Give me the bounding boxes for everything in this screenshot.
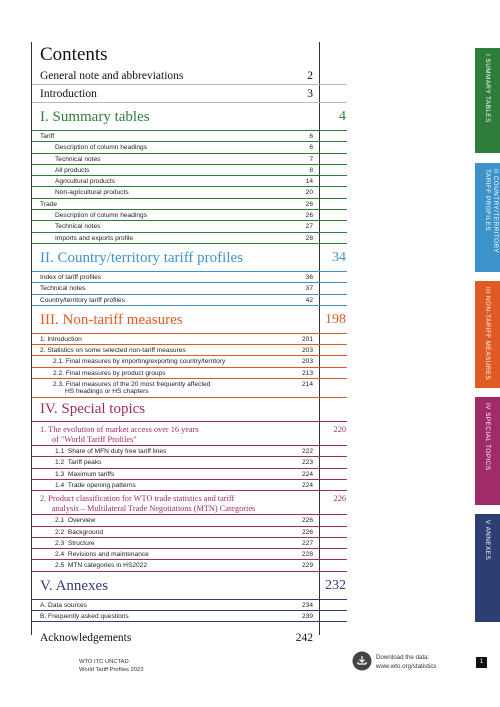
section-heading-country-profiles[interactable]: [32, 244, 347, 272]
toc-entry-page: 223: [301, 459, 313, 467]
toc-entry[interactable]: [32, 549, 347, 560]
toc-entry-page: 26: [305, 212, 313, 220]
toc-entry-label: All products: [55, 166, 90, 174]
toc-entry-page: 229: [301, 562, 313, 570]
section-title: III. Non-tariff measures: [40, 311, 183, 328]
section-page: 198: [325, 311, 346, 327]
toc-entry-page: 242: [295, 632, 313, 645]
toc-entry-label: Acknowledgements: [40, 632, 132, 645]
toc-entry-page: 201: [301, 335, 313, 343]
toc-entry-label: 2.2 Background: [55, 528, 104, 536]
toc-entry-page: 7: [309, 155, 313, 163]
toc-entry-page: 226: [301, 517, 313, 525]
toc-entry[interactable]: [32, 356, 347, 367]
toc-entry-label: Introduction: [40, 88, 97, 100]
toc-entry[interactable]: [32, 345, 347, 356]
toc-entry-page: 8: [309, 166, 313, 174]
side-tab-non-tariff-measures[interactable]: [475, 281, 500, 388]
side-tab-country-profiles[interactable]: [475, 163, 500, 272]
toc-entry[interactable]: [32, 538, 347, 549]
download-url[interactable]: www.wto.org/statistics: [376, 662, 437, 670]
toc-entry[interactable]: [32, 457, 347, 468]
toc-entry[interactable]: [32, 187, 347, 198]
toc-entry-page: 28: [305, 234, 313, 242]
toc-entry-page: 234: [301, 601, 313, 609]
section-title: V. Annexes: [40, 577, 109, 594]
toc-entry-page: 214: [301, 381, 313, 389]
side-tab-special-topics[interactable]: [475, 397, 500, 505]
toc-entry[interactable]: [32, 600, 347, 611]
section-heading-non-tariff-measures[interactable]: [32, 306, 347, 334]
toc-entry-label: 2.1 Overview: [55, 517, 96, 525]
contents-title: Contents: [40, 44, 108, 65]
toc-entry[interactable]: [32, 469, 347, 480]
toc-entry[interactable]: [32, 221, 347, 232]
toc-entry-page: 37: [305, 285, 313, 293]
toc-entry[interactable]: [32, 210, 347, 221]
subsection-title: 2. Product classification for WTO trade statistics and tariff analysis – Multilateral Trade Negotiations (MTN) Categories: [40, 494, 256, 514]
toc-entry-label: Technical notes: [40, 285, 86, 293]
download-icon[interactable]: [352, 651, 372, 671]
toc-entry-page: 224: [301, 481, 313, 489]
toc-entry-page: 227: [301, 539, 313, 547]
publisher-line: WTO ITC UNCTAD: [79, 659, 129, 665]
subsection-page: 220: [333, 425, 346, 435]
section-heading-summary-tables[interactable]: [32, 103, 347, 131]
table-of-contents: [32, 42, 347, 649]
toc-entry-label: Non-agricultural products: [55, 189, 129, 197]
toc-entry-label: Trade: [40, 200, 57, 208]
toc-entry-page: 6: [309, 133, 313, 140]
toc-entry-label: Description of column headings: [55, 212, 147, 220]
toc-entry-page: 203: [301, 347, 313, 355]
toc-entry-page: 3: [307, 88, 313, 100]
toc-entry-label: Imports and exports profile: [55, 234, 134, 242]
toc-entry-label: 1.4 Trade opening patterns: [55, 481, 136, 489]
toc-entry-page: 26: [305, 200, 313, 208]
toc-entry[interactable]: [32, 131, 347, 142]
toc-entry-general-note[interactable]: [32, 67, 347, 85]
toc-entry[interactable]: [32, 334, 347, 345]
section-title: I. Summary tables: [40, 109, 150, 125]
section-page: 34: [332, 249, 346, 265]
toc-entry-label: 2.2. Final measures by product groups: [53, 369, 166, 377]
toc-entry-label: Agricultural products: [55, 178, 116, 186]
toc-entry[interactable]: [32, 165, 347, 176]
toc-entry[interactable]: [32, 446, 347, 457]
subsection-market-access[interactable]: [32, 422, 347, 446]
toc-entry-label: Country/territory tariff profiles: [40, 296, 125, 304]
toc-entry-page: 14: [305, 178, 313, 186]
side-tab-label: III NON-TARIFF MEASURES: [484, 287, 491, 381]
toc-entry-page: 228: [301, 551, 313, 559]
toc-entry[interactable]: [32, 368, 347, 379]
download-label: Download the data:: [376, 654, 430, 661]
toc-entry[interactable]: [32, 480, 347, 491]
toc-entry-page: 36: [305, 273, 313, 281]
toc-entry[interactable]: [32, 176, 347, 187]
side-tab-label: I SUMMARY TABLES: [484, 54, 491, 123]
toc-entry-label: Tariff: [40, 133, 55, 140]
toc-entry-label: 2.3. Final measures of the 20 most frequently affected HS headings or HS chapters: [53, 381, 211, 396]
toc-entry-page: 213: [301, 369, 313, 377]
toc-entry[interactable]: [32, 379, 347, 398]
toc-entry[interactable]: [32, 527, 347, 538]
toc-entry-label: Technical notes: [55, 155, 101, 163]
section-title: IV. Special topics: [40, 401, 146, 418]
toc-entry-page: 239: [301, 613, 313, 621]
toc-entry-page: 203: [301, 358, 313, 366]
toc-entry[interactable]: [32, 272, 347, 283]
toc-entry[interactable]: [32, 199, 347, 210]
toc-entry[interactable]: [32, 233, 347, 244]
toc-entry-page: 42: [305, 296, 313, 304]
toc-entry-label: 2.4 Revisions and maintenance: [55, 551, 149, 559]
toc-entry[interactable]: [32, 283, 347, 294]
side-tab-label: II COUNTRY/TERRITORY TARIFF PROFILES: [484, 169, 499, 254]
toc-entry[interactable]: [32, 560, 347, 571]
toc-entry[interactable]: [32, 142, 347, 153]
footer-publisher: [79, 658, 143, 674]
toc-entry-page: 224: [301, 470, 313, 478]
toc-entry-label: Technical notes: [55, 223, 101, 231]
toc-entry-label: A. Data sources: [40, 601, 87, 609]
toc-entry-page: 226: [301, 528, 313, 536]
toc-entry-label: 2. Statistics on some selected non-tariff measures: [40, 347, 186, 355]
toc-entry-introduction[interactable]: [32, 85, 347, 103]
toc-entry-label: 1.2 Tariff peaks: [55, 459, 102, 467]
toc-entry-label: 2.3 Structure: [55, 539, 95, 547]
toc-entry-label: 1.3 Maximum tariffs: [55, 470, 115, 478]
toc-entry-label: 2.5 MTN categories in HS2022: [55, 562, 148, 570]
page-number: 1: [476, 657, 487, 668]
toc-entry-label: 2.1. Final measures by importing/exporting country/territory: [53, 358, 226, 366]
section-page: 4: [339, 109, 346, 124]
toc-entry-acknowledgements[interactable]: [32, 628, 347, 649]
subsection-page: 226: [333, 494, 346, 504]
toc-entry[interactable]: [32, 295, 347, 306]
toc-entry[interactable]: [32, 515, 347, 526]
toc-entry-page: 222: [301, 448, 313, 456]
toc-entry-label: B. Frequently asked questions: [40, 613, 129, 621]
subsection-title: 1. The evolution of market access over 16 years of "World Tariff Profiles": [40, 425, 199, 445]
toc-entry[interactable]: [32, 154, 347, 165]
section-heading-special-topics[interactable]: [32, 398, 347, 422]
publication-line: World Tariff Profiles 2023: [79, 667, 144, 673]
toc-entry-label: 1. Introduction: [40, 335, 82, 343]
side-tab-label: V ANNEXES: [484, 520, 491, 561]
section-title: II. Country/territory tariff profiles: [40, 249, 243, 266]
toc-entry-page: 27: [305, 223, 313, 231]
subsection-product-classification[interactable]: [32, 491, 347, 515]
side-tab-annexes[interactable]: [475, 514, 500, 622]
toc-entry-label: 1.1 Share of MFN duty free tariff lines: [55, 448, 167, 456]
toc-entry-label: General note and abbreviations: [40, 70, 184, 82]
toc-entry-label: Description of column headings: [55, 144, 147, 152]
toc-entry-page: 2: [307, 70, 313, 82]
section-heading-annexes[interactable]: [32, 572, 347, 600]
toc-entry-label: Index of tariff profiles: [40, 273, 102, 281]
toc-entry-page: 6: [309, 144, 313, 152]
toc-entry[interactable]: [32, 611, 347, 622]
download-info: [376, 654, 437, 671]
section-page: 232: [325, 577, 346, 593]
toc-entry-page: 20: [305, 189, 313, 197]
side-tab-summary-tables[interactable]: [475, 48, 500, 153]
side-tab-label: IV SPECIAL TOPICS: [484, 403, 491, 471]
